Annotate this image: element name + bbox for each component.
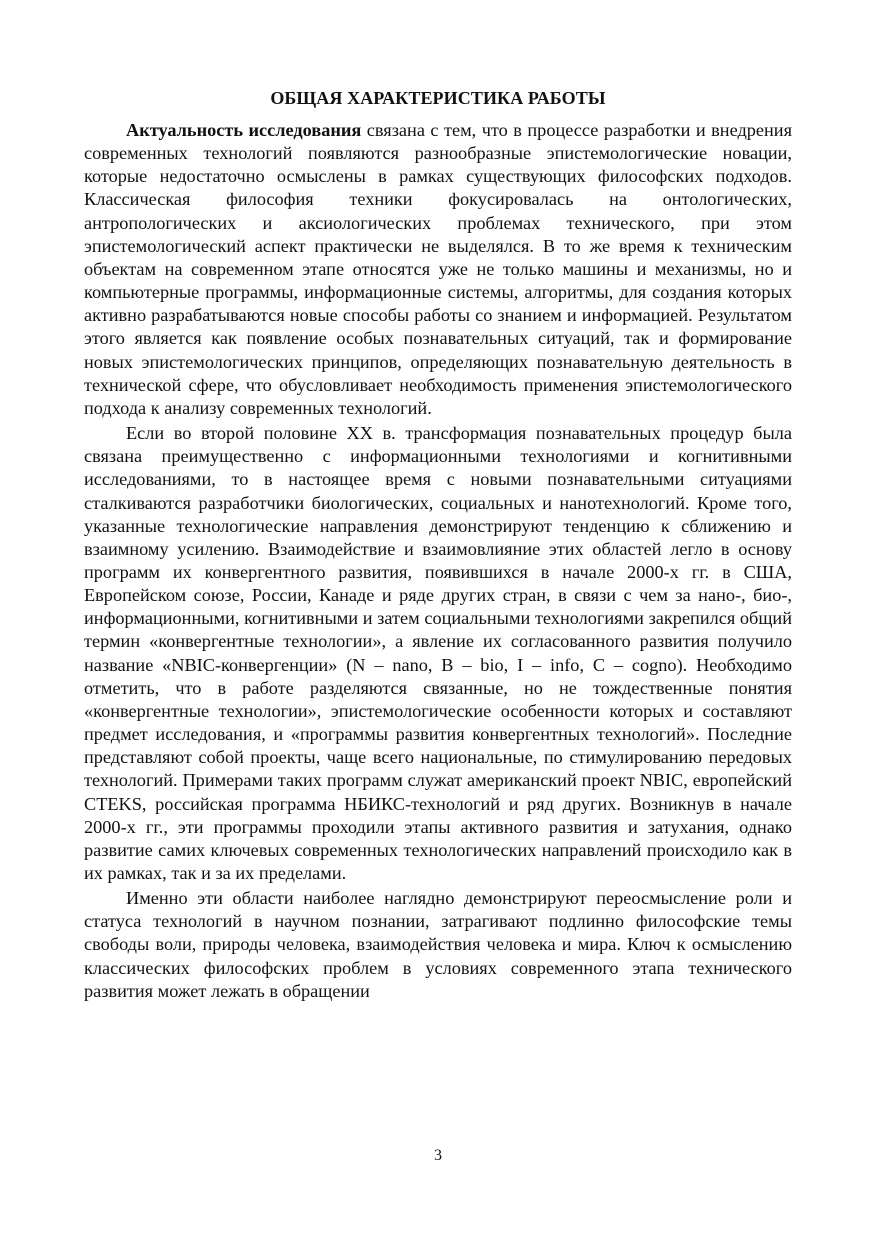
- paragraph-convergent-technologies: Если во второй половине XX в. трансформация познавательных процедур была связана преимущественно с информационными технологиями и когнитивными исследованиями, то в настоящее время с новыми познавательными ситуациями сталкиваются разработчики биологических, социальных и нанотехнологий. Кроме того, указанные технологические направления демонстрируют тенденцию к сближению и взаимному усилению. Взаимодействие и взаимовлияние этих областей легло в основу программ их конвергентного развития, появившихся в начале 2000-х гг. в США, Европейском союзе, России, Канаде и ряде других стран, в связи с чем за нано-, био-, информационными, когнитивными и затем социальными технологиями закрепился общий термин «конвергентные технологии», а явление их согласованного развития получило название «NBIC-конвергенции» (N – nano, B – bio, I – info, C – cogno). Необходимо отметить, что в работе разделяются связанные, но не тождественные понятия «конвергентные технологии», эпистемологические особенности которых и составляют предмет исследования, и «программы развития конвергентных технологий». Последние представляют собой проекты, чаще всего национальные, по стимулированию передовых технологий. Примерами таких программ служат американский проект NBIC, европейский CTEKS, российская программа НБИКС-технологий и ряд других. Возникнув в начале 2000-х гг., эти программы проходили этапы активного развития и затухания, однако развитие самих ключевых современных технологических направлений происходило как в их рамках, так и за их пределами.: [84, 423, 792, 883]
- page-number: 3: [434, 1147, 442, 1164]
- body-text: [84, 119, 792, 1003]
- relevance-text: связана с тем, что в процессе разработки и внедрения современных технологий появляются разнообразные эпистемологические новации, которые недостаточно осмыслены в рамках существующих философских подходов. Классическая философия техники фокусировалась на онтологических, антропологических и аксиологических проблемах технического, при этом эпистемологический аспект практически не выделялся. В то же время к техническим объектам на современном этапе относятся уже не только машины и механизмы, но и компьютерные программы, информационные системы, алгоритмы, для создания которых активно разрабатываются новые способы работы со знанием и информацией. Результатом этого является как появление особых познавательных ситуаций, так и формирование новых эпистемологических принципов, определяющих познавательную деятельность в технической сфере, что обусловливает необходимость применения эпистемологического подхода к анализу современных технологий.: [84, 120, 792, 418]
- paragraph-relevance: [84, 119, 792, 420]
- relevance-heading: Актуальность исследования: [126, 120, 362, 140]
- section-title: ОБЩАЯ ХАРАКТЕРИСТИКА РАБОТЫ: [270, 88, 606, 108]
- paragraph-philosophical-themes: Именно эти области наиболее наглядно демонстрируют переосмысление роли и статуса технологий в научном познании, затрагивают подлинно философские темы свободы воли, природы человека, взаимодействия человека и мира. Ключ к осмыслению классических философских проблем в условиях современного этапа технического развития может лежать в обращении: [84, 888, 792, 1001]
